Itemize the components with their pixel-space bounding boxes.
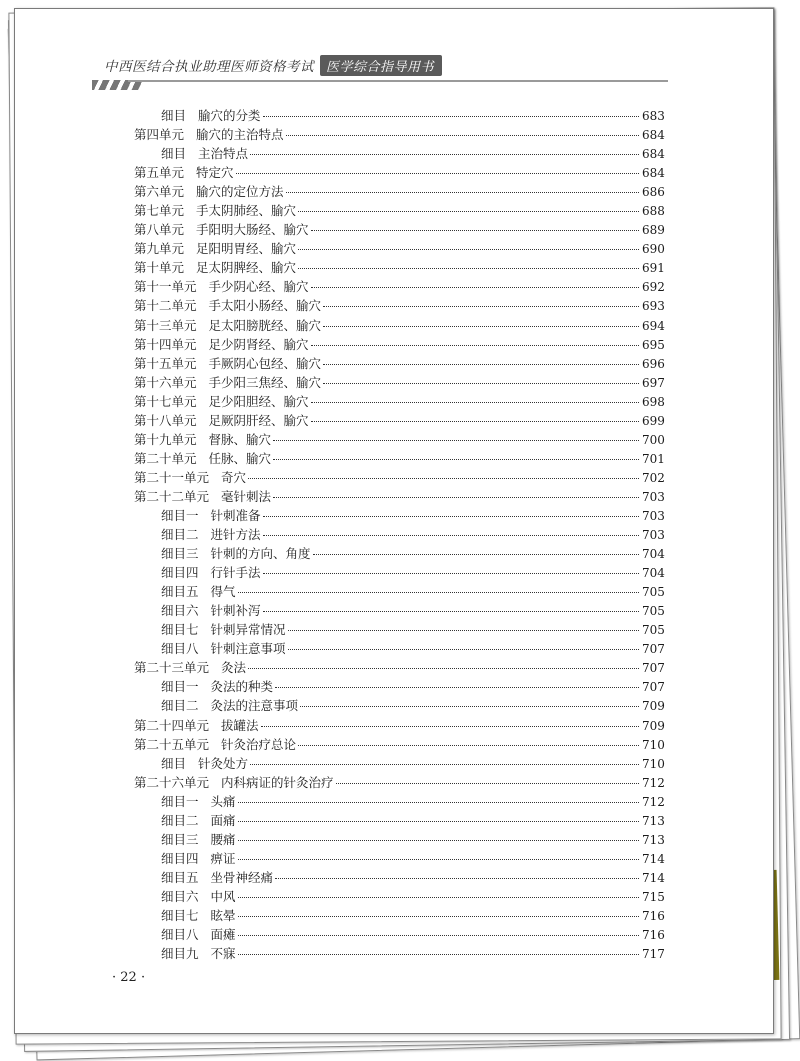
toc-entry[interactable] [134,716,664,735]
toc-page-number: 707 [642,661,665,676]
toc-entry[interactable] [134,125,664,144]
dot-leader [323,305,639,307]
toc-entry-title: 手厥阴心包经、腧穴 [208,355,322,371]
dot-leader [311,229,639,231]
dot-leader [273,496,639,498]
toc-entry-title: 行针手法 [210,565,261,581]
toc-page-number: 710 [642,737,665,752]
toc-page-number: 689 [642,223,665,238]
dot-leader [298,210,639,212]
toc-entry[interactable] [134,735,664,754]
dot-leader [311,344,639,346]
toc-unit-label: 细目七 [161,622,199,638]
toc-entry-title: 手太阴肺经、腧穴 [196,203,297,219]
toc-entry-title: 面痛 [210,812,236,828]
toc-subentry[interactable] [134,620,664,639]
toc-entry[interactable] [134,411,664,430]
toc-subentry[interactable] [134,544,664,563]
toc-unit-label: 第十单元 [134,260,185,276]
toc-entry-title: 任脉、腧穴 [208,450,272,466]
toc-entry-title: 腰痛 [210,831,236,847]
dot-leader [313,553,639,555]
toc-entry-title: 针刺注意事项 [210,641,286,657]
toc-entry-title: 灸法的种类 [210,679,274,695]
dot-leader [298,267,639,269]
toc-subentry[interactable] [134,830,664,849]
toc-unit-label: 细目 [161,146,187,162]
toc-unit-label: 第七单元 [134,203,185,219]
toc-unit-label: 细目七 [161,907,199,923]
toc-entry-title: 手太阳小肠经、腧穴 [208,298,322,314]
toc-entry[interactable] [134,163,664,182]
dot-leader [311,401,639,403]
toc-unit-label: 第二十五单元 [134,736,210,752]
toc-entry-title: 足少阳胆经、腧穴 [208,393,309,409]
dot-leader [238,934,639,936]
toc-entry-title: 针刺异常情况 [210,622,286,638]
toc-entry-title: 足阳明胃经、腧穴 [196,241,297,257]
toc-entry[interactable] [134,258,664,277]
dot-leader [238,839,639,841]
dot-leader [236,172,639,174]
toc-entry-title: 督脉、腧穴 [208,431,272,447]
toc-unit-label: 细目一 [161,507,199,523]
toc-unit-label: 细目八 [161,927,199,943]
toc-subentry[interactable] [134,906,664,925]
toc-unit-label: 第九单元 [134,241,185,257]
dot-leader [311,420,639,422]
toc-entry-title: 腧穴的定位方法 [196,184,284,200]
toc-subentry[interactable] [134,811,664,830]
toc-entry-title: 针刺的方向、角度 [210,546,311,562]
toc-unit-label: 第四单元 [134,127,185,143]
dot-leader [275,877,639,879]
toc-unit-label: 细目二 [161,527,199,543]
toc-entry-title: 眩晕 [210,907,236,923]
toc-page-number: 705 [642,623,665,638]
toc-entry-title: 特定穴 [196,165,234,181]
dot-leader [323,325,639,327]
toc-page-number: 707 [642,642,665,657]
toc-subentry[interactable] [134,696,664,715]
toc-page-number: 703 [642,508,665,523]
toc-entry[interactable] [134,201,664,220]
toc-unit-label: 细目九 [161,946,199,962]
toc-entry-title: 坐骨神经痛 [210,869,274,885]
toc-entry-title: 针刺准备 [210,507,261,523]
toc-page-number: 715 [642,889,665,904]
toc-entry[interactable] [134,277,664,296]
dot-leader [288,629,639,631]
toc-entry-title: 足少阴肾经、腧穴 [208,336,309,352]
toc-page-number: 714 [642,851,665,866]
dot-leader [263,572,639,574]
toc-entry[interactable] [134,468,664,487]
toc-entry[interactable] [134,335,664,354]
dot-leader [286,191,639,193]
toc-unit-label: 第十六单元 [134,374,197,390]
toc-subentry[interactable] [134,677,664,696]
toc-page-number: 707 [642,680,665,695]
dot-leader [238,896,639,898]
dot-leader [250,153,639,155]
dot-leader [263,515,639,517]
toc-subentry[interactable] [134,144,664,163]
toc-page-number: 695 [642,337,665,352]
dot-leader [238,915,639,917]
toc-entry-title: 腧穴的分类 [198,108,261,123]
toc-unit-label: 细目六 [161,888,199,904]
toc-page-number: 709 [642,718,665,733]
toc-subentry[interactable] [134,563,664,582]
toc-unit-label: 细目 [161,108,187,123]
toc-entry-title: 灸法 [221,660,247,676]
toc-unit-label: 第十一单元 [134,279,197,295]
dot-leader [248,667,639,669]
header-badge: 医学综合指导用书 [320,55,442,76]
toc-entry[interactable] [134,316,664,335]
dot-leader [238,591,639,593]
toc-unit-label: 第二十三单元 [134,660,210,676]
toc-subentry[interactable] [134,582,664,601]
toc-unit-label: 第二十单元 [134,450,197,466]
toc-unit-label: 细目四 [161,565,199,581]
toc-subentry[interactable] [134,849,664,868]
toc-page-number: 709 [642,699,665,714]
toc-page-number: 686 [642,185,665,200]
dot-leader [238,801,639,803]
toc-entry[interactable] [134,487,664,506]
toc-subentry[interactable] [134,525,664,544]
toc-page-number: 698 [642,394,665,409]
toc-page-number: 716 [642,928,665,943]
toc-entry-title: 足厥阴肝经、腧穴 [208,412,309,428]
header-rule [128,80,668,82]
toc-unit-label: 第二十二单元 [134,488,210,504]
toc-entry-title: 足太阴脾经、腧穴 [196,260,297,276]
toc-unit-label: 第十二单元 [134,298,197,314]
toc-unit-label: 细目五 [161,869,199,885]
toc-page-number: 692 [642,280,665,295]
toc-page-number: 704 [642,547,665,562]
dot-leader [238,858,639,860]
toc-entry-title: 内科病证的针灸治疗 [221,774,334,790]
toc-unit-label: 细目一 [161,679,199,695]
dot-leader [298,248,639,250]
toc-entry-title: 腧穴的主治特点 [196,127,284,143]
dot-leader [336,782,639,784]
toc-entry-title: 得气 [210,584,236,600]
toc-entry-title: 灸法的注意事项 [210,698,299,714]
toc-entry-title: 手阳明大肠经、腧穴 [196,222,309,238]
toc-page-number: 717 [642,947,665,962]
toc-page-number: 705 [642,585,665,600]
dot-leader [263,534,639,536]
dot-leader [263,610,639,612]
dot-leader [286,134,639,136]
toc-entry-title: 头痛 [210,793,236,809]
toc-page-number: 693 [642,299,665,314]
toc-unit-label: 细目八 [161,641,199,657]
toc-page-number: 690 [642,242,665,257]
toc-subentry[interactable] [134,754,664,773]
toc-unit-label: 细目三 [161,831,199,847]
toc-page-number: 699 [642,413,665,428]
toc-entry-title: 毫针刺法 [221,488,272,504]
toc-entry-title: 面瘫 [210,927,236,943]
toc-entry[interactable] [134,430,664,449]
toc-unit-label: 第五单元 [134,165,185,181]
toc-unit-label: 第十四单元 [134,336,197,352]
toc-page-number: 712 [642,775,665,790]
toc-page-number: 704 [642,566,665,581]
toc-page-number: 702 [642,470,665,485]
toc-page-number: 694 [642,318,665,333]
toc-page-number: 713 [642,832,665,847]
toc-entry-title: 奇穴 [221,469,247,485]
toc-entry-title: 针灸治疗总论 [221,736,297,752]
toc-unit-label: 细目一 [161,793,199,809]
dot-leader [238,953,639,955]
toc-page-number: 710 [642,756,665,771]
toc-unit-label: 第十七单元 [134,393,197,409]
toc-unit-label: 第六单元 [134,184,185,200]
toc-page-number: 714 [642,870,665,885]
toc-subentry[interactable] [134,106,664,125]
toc-page-number: 712 [642,794,665,809]
dot-leader [275,686,639,688]
toc-entry-title: 针灸处方 [198,755,249,771]
toc-entry[interactable] [134,373,664,392]
toc-unit-label: 细目四 [161,850,199,866]
toc-unit-label: 第二十六单元 [134,774,210,790]
toc-page-number: 697 [642,375,665,390]
dot-leader [238,820,639,822]
toc-subentry[interactable] [134,925,664,944]
toc-entry-title: 痹证 [210,850,236,866]
dot-leader [288,648,639,650]
toc-unit-label: 第二十四单元 [134,717,210,733]
toc-unit-label: 第八单元 [134,222,185,238]
dot-leader [261,725,639,727]
toc-unit-label: 细目三 [161,546,199,562]
toc-entry[interactable] [134,658,664,677]
toc-page-number: 705 [642,604,665,619]
toc-page-number: 691 [642,261,665,276]
toc-entry[interactable] [134,392,664,411]
dot-leader [298,744,639,746]
book-title: 中西医结合执业助理医师资格考试 [104,59,314,75]
toc-entry-title: 主治特点 [198,146,249,162]
toc-entry[interactable] [134,182,664,201]
dot-leader [248,477,639,479]
toc-page-number: 703 [642,528,665,543]
dot-leader [273,439,639,441]
toc-subentry[interactable] [134,601,664,620]
toc-page-number: 701 [642,451,665,466]
toc-page-number: 683 [642,109,665,123]
toc-subentry[interactable] [134,506,664,525]
toc-page-number: 688 [642,204,665,219]
toc-entry[interactable] [134,773,664,792]
dot-leader [311,286,639,288]
toc-entry-title: 进针方法 [210,527,261,543]
toc-entry-title: 手少阳三焦经、腧穴 [208,374,322,390]
toc-page-number: 684 [642,128,665,143]
running-header [104,54,442,76]
toc-entry[interactable] [134,239,664,258]
toc-page-number: 713 [642,813,665,828]
toc-entry-title: 手少阴心经、腧穴 [208,279,309,295]
table-of-contents [134,106,664,963]
toc-entry-title: 中风 [210,888,236,904]
dot-leader [323,363,639,365]
toc-entry[interactable] [134,449,664,468]
toc-entry-title: 针刺补泻 [210,603,261,619]
dot-leader [300,705,639,707]
page-number: · 22 · [112,970,146,985]
toc-unit-label: 细目 [161,755,187,771]
dot-leader [250,763,639,765]
toc-subentry[interactable] [134,868,664,887]
toc-entry[interactable] [134,220,664,239]
toc-page-number: 716 [642,908,665,923]
dot-leader [273,458,639,460]
toc-unit-label: 第十九单元 [134,431,197,447]
toc-unit-label: 细目六 [161,603,199,619]
toc-unit-label: 细目二 [161,812,199,828]
dot-leader [323,382,639,384]
toc-unit-label: 细目五 [161,584,199,600]
toc-subentry[interactable] [134,887,664,906]
toc-page-number: 703 [642,489,665,504]
toc-unit-label: 第十八单元 [134,412,197,428]
toc-entry-title: 不寐 [210,946,236,962]
toc-unit-label: 细目二 [161,698,199,714]
toc-entry-title: 足太阳膀胱经、腧穴 [208,317,322,333]
toc-page-number: 696 [642,356,665,371]
toc-subentry[interactable] [134,639,664,658]
toc-subentry[interactable] [134,944,664,963]
toc-page-number: 684 [642,147,665,162]
toc-entry-title: 拔罐法 [221,717,259,733]
toc-page-number: 684 [642,166,665,181]
toc-page-number: 700 [642,432,665,447]
dot-leader [263,115,639,117]
toc-unit-label: 第十三单元 [134,317,197,333]
toc-entry[interactable] [134,296,664,315]
toc-entry[interactable] [134,354,664,373]
toc-subentry[interactable] [134,792,664,811]
toc-unit-label: 第二十一单元 [134,469,210,485]
toc-unit-label: 第十五单元 [134,355,197,371]
